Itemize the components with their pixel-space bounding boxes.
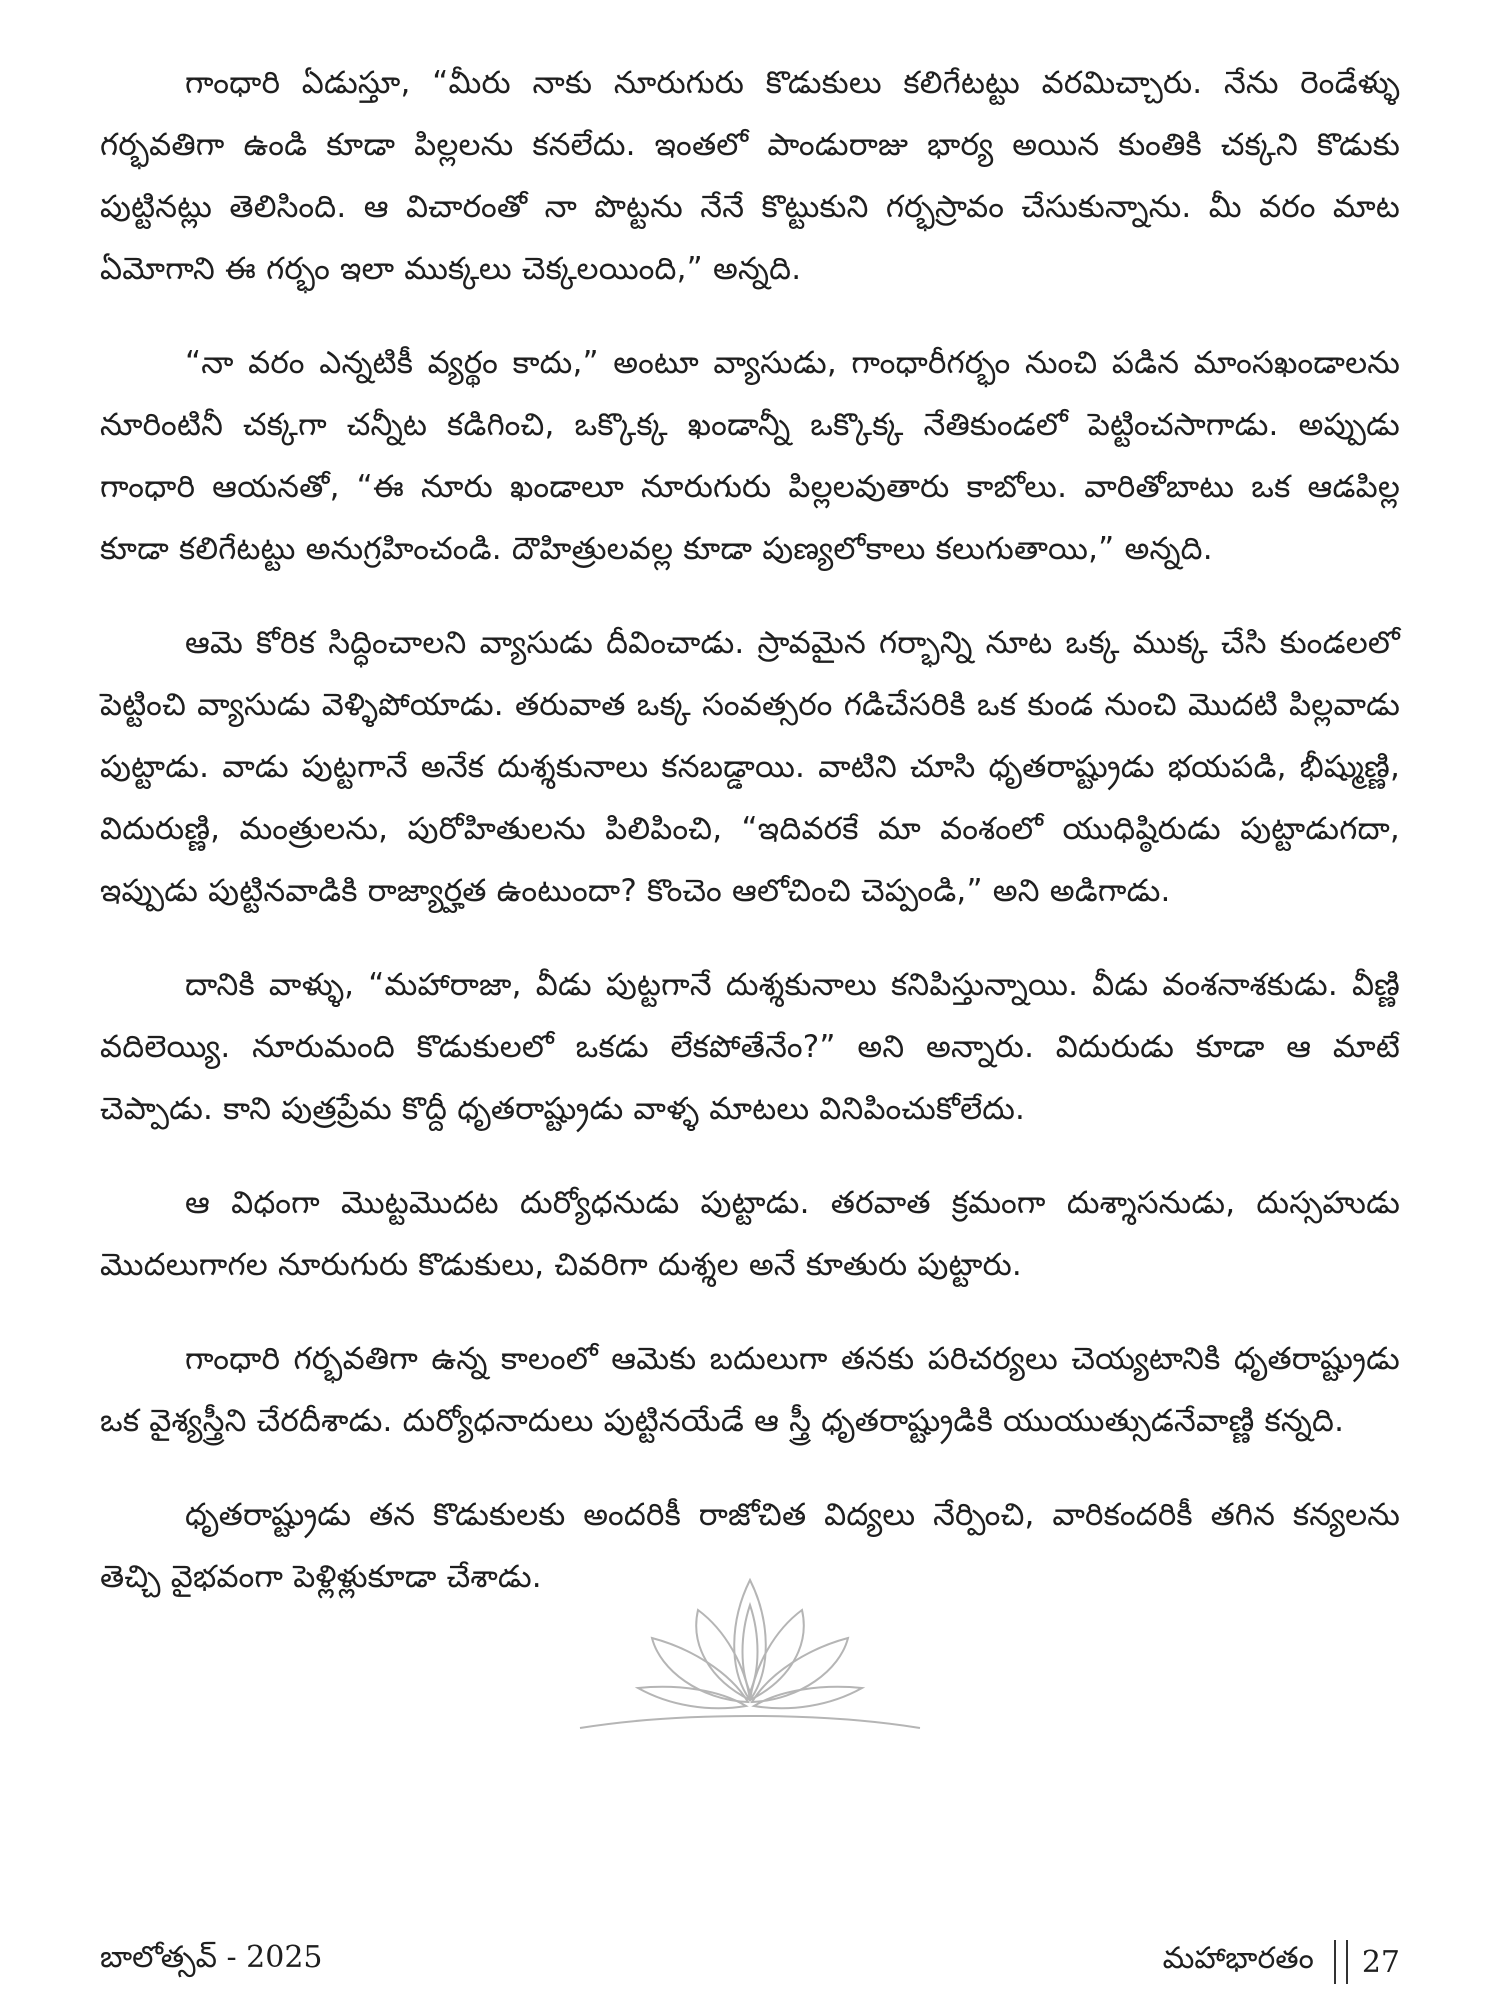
paragraph-7: ధృతరాష్ట్రుడు తన కొడుకులకు అందరికీ రాజోచిత విద్యలు నేర్పించి, వారికందరికీ తగిన కన్యలను తెచ్చి వైభవంగా పెళ్లిళ్లుకూడా చేశాడు.	[100, 1497, 1400, 1595]
footer-divider	[1334, 1940, 1348, 1984]
paragraph-4: దానికి వాళ్ళు, “మహారాజా, వీడు పుట్టగానే దుశ్శకునాలు కనిపిస్తున్నాయి. వీడు వంశనాశకుడు. వీణ్ణి వదిలెయ్యి. నూరుమంది కొడుకులలో ఒకడు లేకపోతేనేం?” అని అన్నారు. విదురుడు కూడా ఆ మాటే చెప్పాడు. కాని పుత్రప్రేమ కొద్దీ ధృతరాష్ట్రుడు వాళ్ళ మాటలు వినిపించుకోలేదు.	[100, 967, 1400, 1127]
page-number: 27	[1361, 1944, 1400, 1980]
paragraph-3: ఆమె కోరిక సిద్ధించాలని వ్యాసుడు దీవించాడు. స్రావమైన గర్భాన్ని నూట ఒక్క ముక్క చేసి కుండలలో పెట్టించి వ్యాసుడు వెళ్ళిపోయాడు. తరువాత ఒక్క సంవత్సరం గడిచేసరికి ఒక కుండ నుంచి మొదటి పిల్లవాడు పుట్టాడు. వాడు పుట్టగానే అనేక దుశ్శకునాలు కనబడ్డాయి. వాటిని చూసి ధృతరాష్ట్రుడు భయపడి, భీష్ముణ్ణి, విదురుణ్ణి, మంత్రులను, పురోహితులను పిలిపించి, “ఇదివరకే మా వంశంలో యుధిష్ఠిరుడు పుట్టాడుగదా, ఇప్పుడు పుట్టినవాడికి రాజ్యార్హత ఉంటుందా? కొంచెం ఆలోచించి చెప్పండి,” అని అడిగాడు.	[100, 625, 1400, 909]
paragraph-2: “నా వరం ఎన్నటికీ వ్యర్థం కాదు,” అంటూ వ్యాసుడు, గాంధారీగర్భం నుంచి పడిన మాంసఖండాలను నూరింటినీ చక్కగా చన్నీట కడిగించి, ఒక్కొక్క ఖండాన్నీ ఒక్కొక్క నేతికుండలో పెట్టించసాగాడు. అప్పుడు గాంధారి ఆయనతో, “ఈ నూరు ఖండాలూ నూరుగురు పిల్లలవుతారు కాబోలు. వారితోబాటు ఒక ఆడపిల్ల కూడా కలిగేటట్టు అనుగ్రహించండి. దౌహిత్రులవల్ల కూడా పుణ్యలోకాలు కలుగుతాయి,” అన్నది.	[100, 345, 1400, 567]
footer-right	[1163, 1940, 1400, 1984]
page-footer	[100, 1940, 1400, 1986]
paragraph-5: ఆ విధంగా మొట్టమొదట దుర్యోధనుడు పుట్టాడు. తరవాత క్రమంగా దుశ్శాసనుడు, దుస్సహుడు మొదలుగాగల నూరుగురు కొడుకులు, చివరిగా దుశ్శల అనే కూతురు పుట్టారు.	[100, 1185, 1400, 1283]
paragraph-6: గాంధారి గర్భవతిగా ఉన్న కాలంలో ఆమెకు బదులుగా తనకు పరిచర్యలు చెయ్యటానికి ధృతరాష్ట్రుడు ఒక వైశ్యస్త్రీని చేరదీశాడు. దుర్యోధనాదులు పుట్టినయేడే ఆ స్త్రీ ధృతరాష్ట్రుడికి యుయుత్సుడనేవాణ్ణి కన్నది.	[100, 1341, 1400, 1439]
body-text	[100, 52, 1400, 1640]
footer-publication: బాలోత్సవ్ - 2025	[100, 1940, 323, 1975]
footer-book-title: మహాభారతం	[1162, 1941, 1314, 1976]
paragraph-1: గాంధారి ఏడుస్తూ, “మీరు నాకు నూరుగురు కొడుకులు కలిగేటట్టు వరమిచ్చారు. నేను రెండేళ్ళు గర్భవతిగా ఉండి కూడా పిల్లలను కనలేదు. ఇంతలో పాండురాజు భార్య అయిన కుంతికి చక్కని కొడుకు పుట్టినట్లు తెలిసింది. ఆ విచారంతో నా పొట్టను నేనే కొట్టుకుని గర్భస్రావం చేసుకున్నాను. మీ వరం మాట ఏమోగాని ఈ గర్భం ఇలా ముక్కలు చెక్కలయింది,” అన్నది.	[100, 65, 1400, 287]
lotus-icon	[560, 1560, 940, 1740]
